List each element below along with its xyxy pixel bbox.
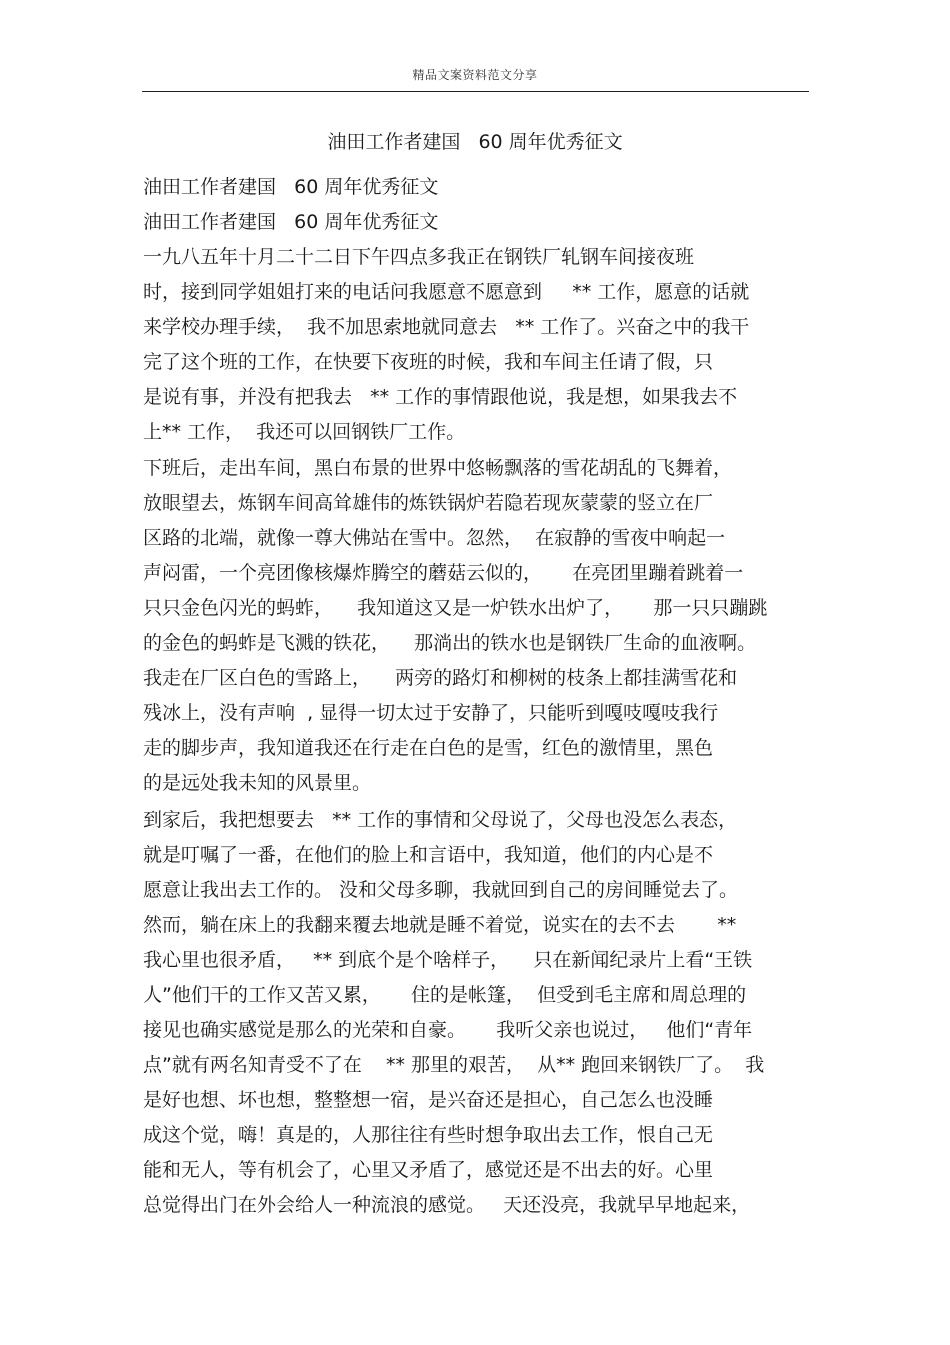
body-line: 我心里也很矛盾， ** 到底个是个啥样子， 只在新闻纪录片上看“王铁 [143,949,753,971]
body-line: 放眼望去，炼钢车间高耸雄伟的炼铁锅炉若隐若现灰蒙蒙的竖立在厂 [143,492,714,514]
body-line: 残冰上，没有声响 , 显得一切太过于安静了，只能听到嘎吱嘎吱我行 [143,702,719,724]
body-line: 走的脚步声，我知道我还在行走在白色的是雪，红色的激情里，黑色 [143,737,714,759]
body-line: 人”他们干的工作又苦又累， 住的是帐篷， 但受到毛主席和周总理的 [143,984,747,1006]
body-line: 到家后，我把想要去 ** 工作的事情和父母说了，父母也没怎么表态， [143,809,738,831]
body-line: 完了这个班的工作，在快要下夜班的时候，我和车间主任请了假，只 [143,351,714,373]
body-line: 是好也想、坏也想，整整想一宿，是兴奋还是担心，自己怎么也没睡 [143,1089,714,1111]
body-line: 成这个觉，嗨！真是的，人那往往有些时想争取出去工作，恨自己无 [143,1124,714,1146]
body-line: 接见也确实感觉是那么的光荣和自豪。 我听父亲也说过， 他们“青年 [143,1019,753,1041]
document-title: 油田工作者建国 60 周年优秀征文 [327,131,623,153]
body-line: 下班后，走出车间，黑白布景的世界中悠畅飘落的雪花胡乱的飞舞着， [143,457,733,479]
header-divider [142,91,809,92]
body-line: 就是叮嘱了一番，在他们的脸上和言语中，我知道，他们的内心是不 [143,844,714,866]
body-line: 的金色的蚂蚱是飞溅的铁花， 那淌出的铁水也是钢铁厂生命的血液啊。 [143,632,757,654]
body-line: 的是远处我未知的风景里。 [143,772,372,794]
body-line: 来学校办理手续， 我不加思索地就同意去 ** 工作了。兴奋之中的我干 [143,316,750,338]
body-line: 油田工作者建国 60 周年优秀征文 [143,176,439,198]
body-line: 是说有事，并没有把我去 ** 工作的事情跟他说，我是想，如果我去不 [143,386,738,408]
body-line: 一九八五年十月二十二日下午四点多我正在钢铁厂轧钢车间接夜班 [143,246,695,268]
body-line: 声闷雷，一个亮团像核爆炸腾空的蘑菇云似的， 在亮团里蹦着跳着一 [143,562,744,584]
body-line: 点”就有两名知青受不了在 ** 那里的艰苦， 从** 跑回来钢铁厂了。 我 [143,1054,765,1076]
body-line: 上** 工作， 我还可以回钢铁厂工作。 [143,421,466,443]
body-line: 油田工作者建国 60 周年优秀征文 [143,211,439,233]
body-line: 然而，躺在床上的我翻来覆去地就是睡不着觉，说实在的去不去 ** [143,914,737,936]
body-line: 只只金色闪光的蚂蚱， 我知道这又是一炉铁水出炉了， 那一只只蹦跳 [143,597,768,619]
page-header: 精品文案资料范文分享 [412,68,538,82]
body-line: 时，接到同学姐姐打来的电话问我愿意不愿意到 ** 工作，愿意的话就 [143,281,750,303]
body-line: 愿意让我出去工作的。 没和父母多聊，我就回到自己的房间睡觉去了。 [143,879,739,901]
body-line: 区路的北端，就像一尊大佛站在雪中。忽然， 在寂静的雪夜中响起一 [143,527,726,549]
body-line: 我走在厂区白色的雪路上， 两旁的路灯和柳树的枝条上都挂满雪花和 [143,667,738,689]
body-line: 能和无人，等有机会了，心里又矛盾了，感觉还是不出去的好。心里 [143,1159,714,1181]
body-line: 总觉得出门在外会给人一种流浪的感觉。 天还没亮，我就早早地起来， [143,1194,751,1216]
